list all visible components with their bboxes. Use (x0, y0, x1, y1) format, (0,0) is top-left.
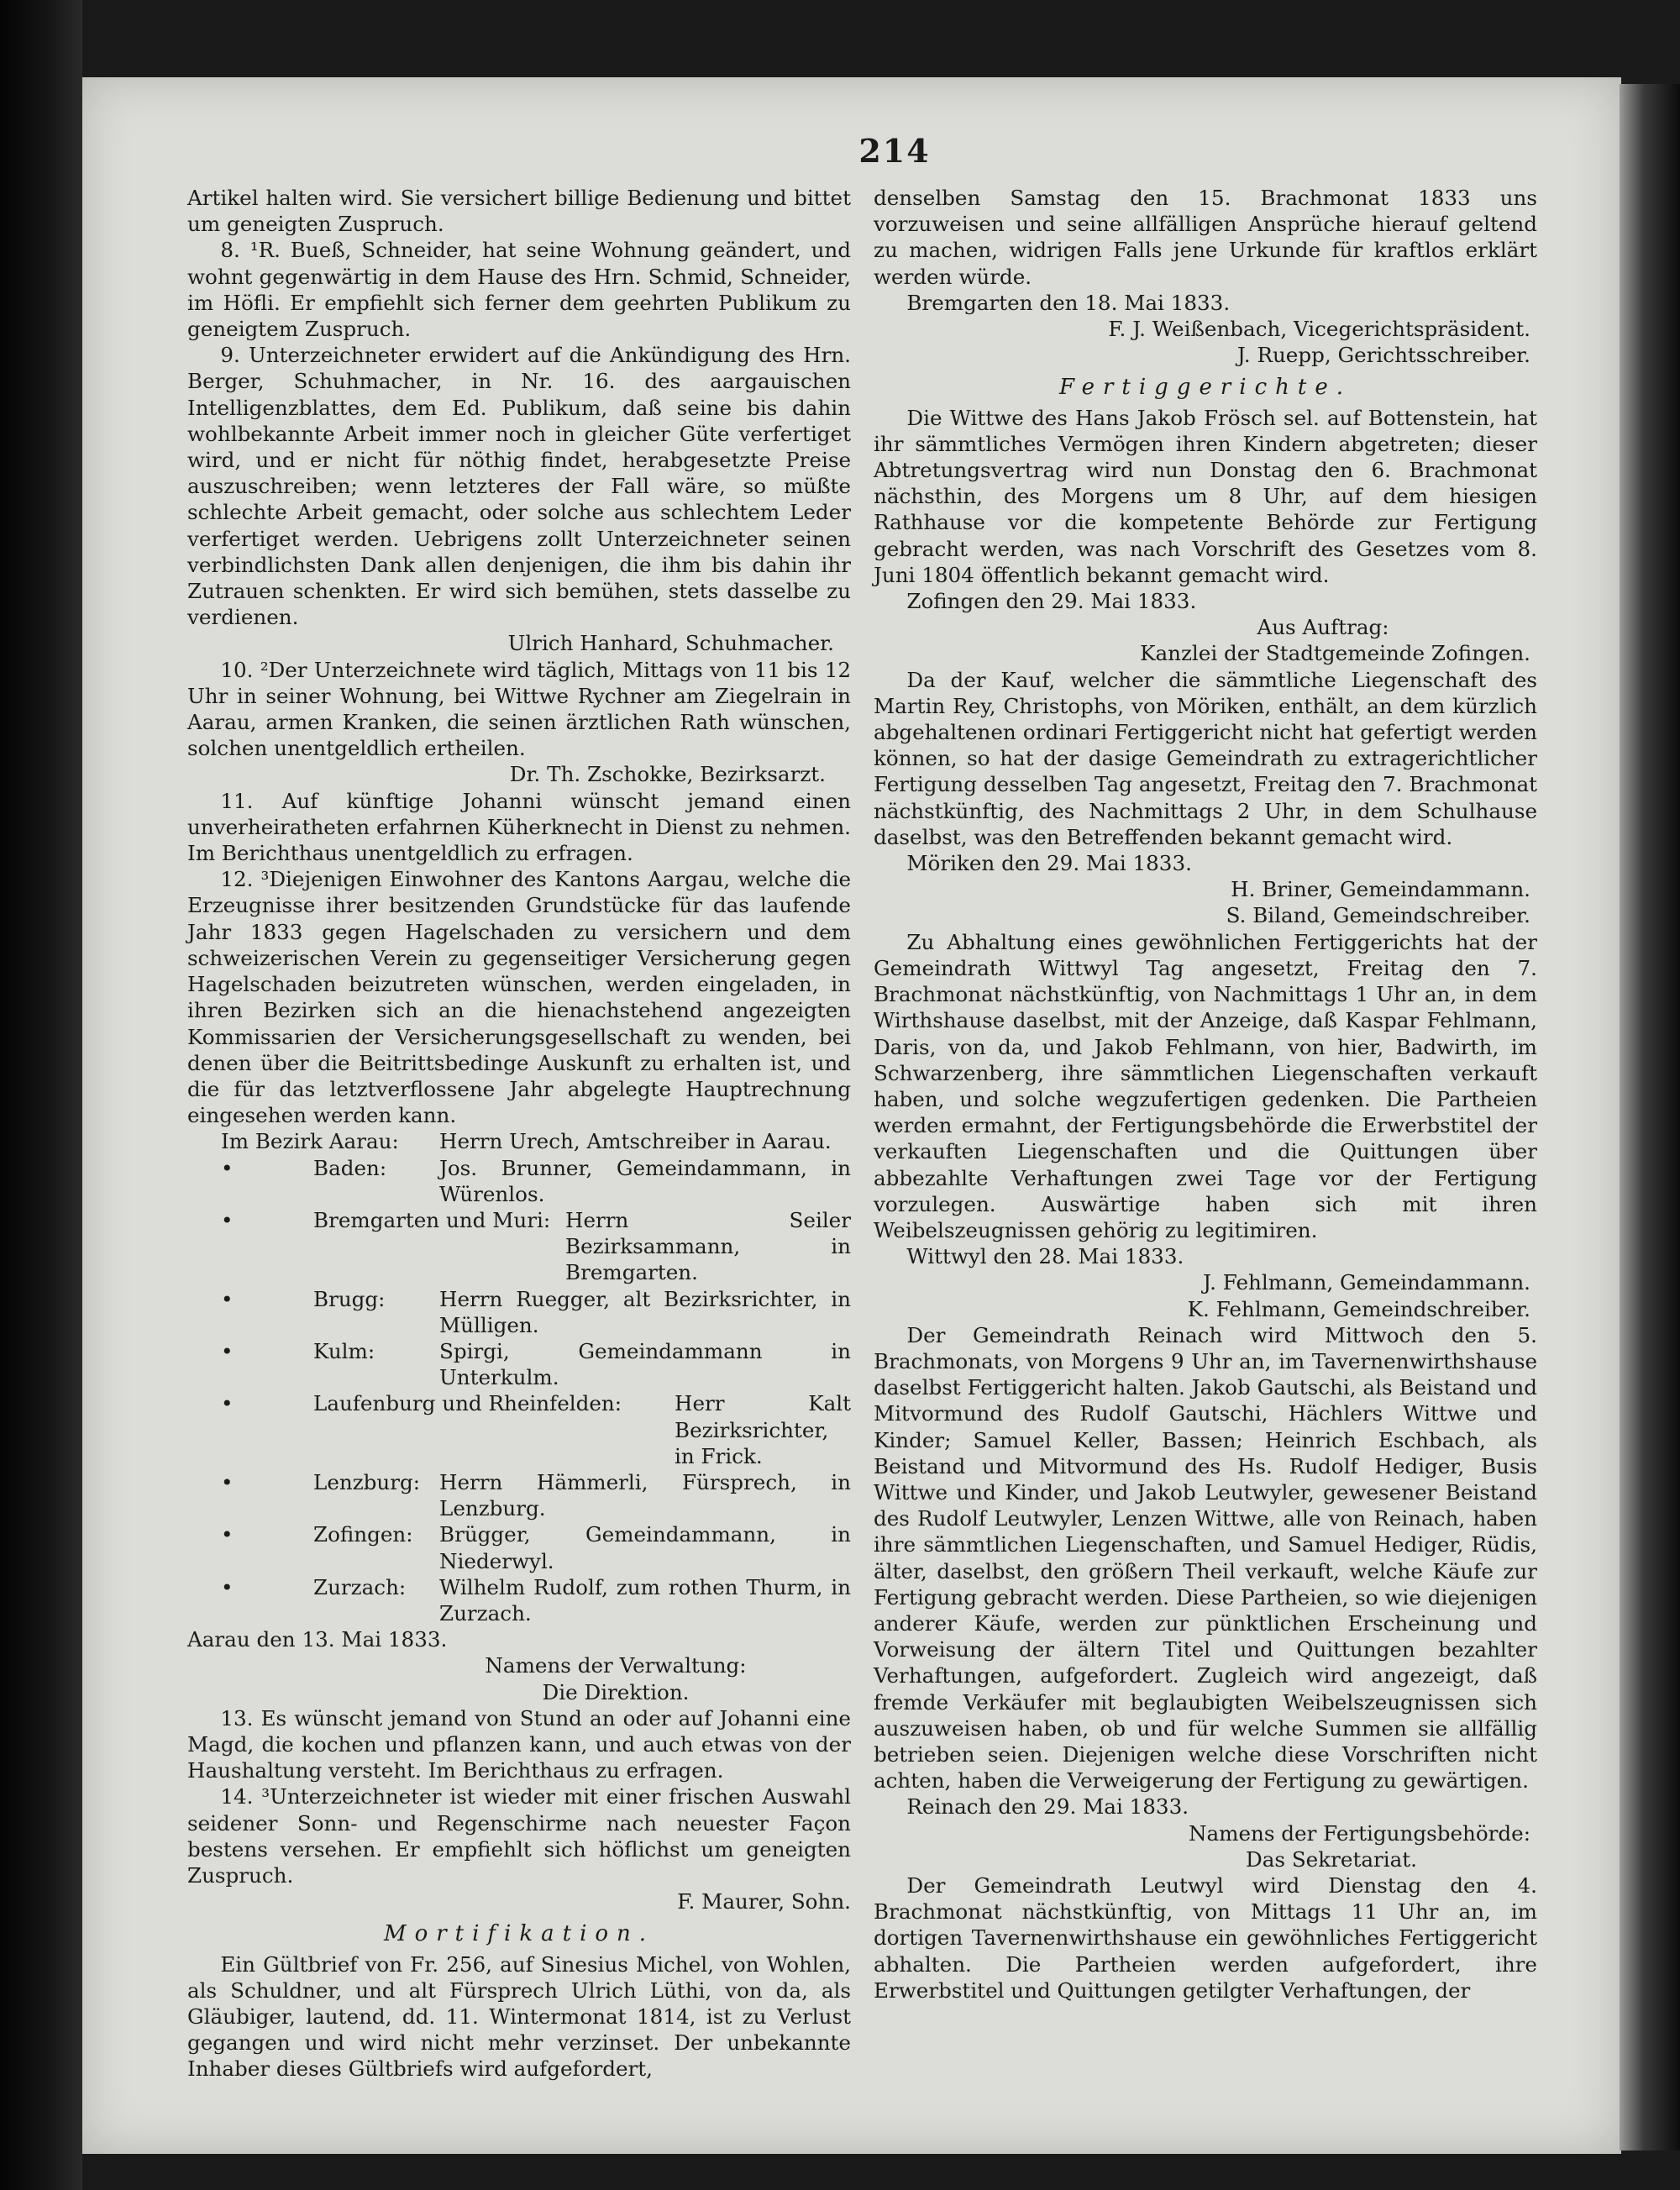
bezirk-person: Brügger, Gemeindammann, in Niederwyl. (439, 1522, 851, 1573)
fertiggericht-notice-1: Die Wittwe des Hans Jakob Frösch sel. auf Bottenstein, hat ihr sämmtliches Vermögen ihren Kindern abgetreten; dieser Abtretungsvertrag wird nun Donstag den 6. Brachmonat nächsthin, des Morgens um 8 Uhr, auf dem hiesigen Rathhause vor die kompetente Behörde zur Fertigung gebracht werden, was nach Vorschrift des Gesetzes vom 8. Juni 1804 öffentlich bekannt gemacht wird. (874, 405, 1537, 587)
bezirk-name: Im Bezirk Aarau: (221, 1129, 399, 1154)
scan-left-edge (0, 0, 82, 2190)
bezirk-row (221, 1338, 851, 1390)
section-heading-fertiggerichte: Fertiggerichte. (1058, 375, 1352, 401)
fertiggericht-2-dateline: Möriken den 29. Mai 1833. (906, 851, 1192, 876)
fertiggericht-1-signature-2: Kanzlei der Stadtgemeinde Zofingen. (1140, 641, 1530, 666)
mortifikation-dateline: Bremgarten den 18. Mai 1833. (906, 290, 1231, 315)
notice-11: 11. Auf künftige Johanni wünscht jemand einen unverheiratheten erfahrnen Küherknecht in Dienst zu nehmen. Im Berichthaus unentgeldlich zu erfragen. (187, 788, 851, 866)
fertiggericht-1-dateline: Zofingen den 29. Mai 1833. (906, 589, 1197, 614)
bezirk-row (221, 1390, 851, 1469)
notice-9: 9. Unterzeichneter erwidert auf die Ankündigung des Hrn. Berger, Schuhmacher, in Nr. 16. des aargauischen Intelligenzblattes, dem Ed. Publikum, daß seine bis dahin wohlbekannte Arbeit immer noch in gleicher Güte verfertiget wird, und er nicht für nöthig findet, herabgesetzte Preise auszuschreiben; wenn letzteres der Fall wäre, so müßte schlechte Arbeit gemacht, oder solche aus schlechtem Leder verfertiget werden. Uebrigens zollt Unterzeichneter seinen verbindlichsten Dank allen denjenigen, die ihm bis dahin ihr Zutrauen schenkten. Er wird sich bemühen, stets dasselbe zu verdienen. (187, 343, 851, 630)
section-heading-mortifikation: Mortifikation. (383, 1921, 655, 1947)
newspaper-page (82, 77, 1621, 2154)
mortifikation-signature-1: F. J. Weißenbach, Vicegerichtspräsident. (1108, 317, 1530, 342)
bezirk-row (221, 1574, 851, 1626)
fertiggericht-3-signature-2: K. Fehlmann, Gemeindschreiber. (1187, 1296, 1530, 1321)
bezirk-person: Herrn Seiler Bezirksammann, in Bremgarten. (565, 1207, 851, 1285)
bezirk-name: • Brugg: (221, 1286, 386, 1311)
scan-right-edge (1620, 84, 1680, 2151)
bezirk-name: • Baden: (221, 1155, 387, 1180)
bezirk-list (187, 1128, 851, 1626)
bezirk-row (221, 1128, 851, 1154)
notice-14: 14. ³Unterzeichneter ist wieder mit einer frischen Auswahl seidener Sonn- und Regenschirme nach neuester Façon bestens versehen. Er empfiehlt sich höflichst um geneigten Zuspruch. (187, 1784, 851, 1888)
mortifikation-signature-2: J. Ruepp, Gerichtsschreiber. (1236, 343, 1530, 368)
fertiggericht-3-signature-1: J. Fehlmann, Gemeindammann. (1203, 1270, 1530, 1295)
right-column (874, 185, 1537, 2004)
bezirk-person: Herrn Urech, Amtschreiber in Aarau. (439, 1129, 832, 1154)
bezirk-row (221, 1155, 851, 1207)
bezirk-person: Wilhelm Rudolf, zum rothen Thurm, in Zurzach. (439, 1574, 851, 1625)
bezirk-person: Herrn Hämmerli, Fürsprech, in Lenzburg. (439, 1469, 851, 1521)
notice-10-signature: Dr. Th. Zschokke, Bezirksarzt. (509, 762, 826, 787)
bezirk-person: Herr Kalt Bezirksrichter, in Frick. (675, 1391, 851, 1468)
notice-12-signature-line1: Namens der Verwaltung: (485, 1653, 747, 1678)
fertiggericht-4-signature-2: Das Sekretariat. (1246, 1846, 1417, 1872)
fertiggericht-2-signature-1: H. Briner, Gemeindammann. (1231, 877, 1530, 902)
notice-9-signature: Ulrich Hanhard, Schuhmacher. (507, 631, 834, 656)
bezirk-row (221, 1521, 851, 1573)
bezirk-row (221, 1207, 851, 1286)
notice-13: 13. Es wünscht jemand von Stund an oder auf Johanni eine Magd, die kochen und pflanzen kann, und auch etwas von der Haushaltung versteht. Im Berichthaus zu erfragen. (187, 1705, 851, 1783)
notice-14-signature: F. Maurer, Sohn. (677, 1889, 851, 1914)
bezirk-row (221, 1286, 851, 1338)
bezirk-person: Jos. Brunner, Gemeindammann, in Würenlos. (439, 1155, 851, 1206)
fertiggericht-4-signature-1: Namens der Fertigungsbehörde: (1188, 1820, 1530, 1846)
fertiggericht-3-dateline: Wittwyl den 28. Mai 1833. (906, 1244, 1184, 1269)
bezirk-name: • Zofingen: (221, 1522, 413, 1547)
mortifikation-notice: Ein Gültbrief von Fr. 256, auf Sinesius Michel, von Wohlen, als Schuldner, und alt Fürsprech Ulrich Lüthi, von da, als Gläubiger, lautend, dd. 11. Wintermonat 1814, ist zu Verlust gegangen und wird nicht mehr verzinset. Der unbekannte Inhaber dieses Gültbriefs wird aufgefordert, (187, 1951, 851, 2082)
mortifikation-continuation: denselben Samstag den 15. Brachmonat 1833 uns vorzuweisen und seine allfälligen Ansprüche hierauf geltend zu machen, widrigen Falls jene Urkunde für kraftlos erklärt werden würde. (874, 186, 1537, 289)
bezirk-name: • Laufenburg und Rheinfelden: (221, 1391, 622, 1416)
bezirk-name: • Bremgarten und Muri: (221, 1207, 551, 1232)
notice-12-signature-line2: Die Direktion. (542, 1679, 690, 1704)
page-number: 214 (858, 132, 931, 170)
bezirk-row (221, 1469, 851, 1521)
fertiggericht-notice-2: Da der Kauf, welcher die sämmtliche Liegenschaft des Martin Rey, Christophs, von Möriken, enthält, an dem kürzlich abgehaltenen ordinari Fertiggericht nicht hat gefertigt werden können, so hat der dasige Gemeindrath zu extragerichtlicher Fertigung desselben Tag angesetzt, Freitag den 7. Brachmonat nächstkünftig, des Nachmittags 2 Uhr, in dem Schulhause daselbst, was den Betreffenden bekannt gemacht wird. (874, 667, 1537, 849)
fertiggericht-1-signature-1: Aus Auftrag: (1257, 615, 1389, 640)
notice-8: 8. ¹R. Bueß, Schneider, hat seine Wohnung geändert, und wohnt gegenwärtig in dem Hause des Hrn. Schmid, Schneider, im Höfli. Er empfiehlt sich ferner dem geehrten Publikum zu geneigtem Zuspruch. (187, 238, 851, 342)
fertiggericht-notice-3: Zu Abhaltung eines gewöhnlichen Fertiggerichts hat der Gemeindrath Wittwyl Tag angesetzt, Freitag den 7. Brachmonat nächstkünftig, von Nachmittags 1 Uhr an, in dem Wirthshause daselbst, mit der Anzeige, daß Kaspar Fehlmann, Daris, von da, und Jakob Fehlmann, von hier, Badwirth, im Schwarzenberg, ihre sämmtlichen Liegenschaften verkauft haben, und solche wegzufertigen gedenken. Die Partheien werden ermahnt, der Fertigungsbehörde die Erwerbstitel der verkauften Liegenschaften und die Quittungen über abbezahlte Verhaftungen zwei Tage vor der Fertigung vorzulegen. Auswärtige haben sich mit ihren Weibelszeugnissen gehörig zu legitimiren. (874, 929, 1537, 1242)
fertiggericht-notice-4: Der Gemeindrath Reinach wird Mittwoch den 5. Brachmonats, von Morgens 9 Uhr an, im Tavernenwirthshause daselbst Fertiggericht halten. Jakob Gautschi, als Beistand und Mitvormund des Rudolf Gautschi, Hächlers Wittwe und Kinder; Samuel Keller, Bassen; Heinrich Eschbach, als Beistand und Mitvormund des Hs. Rudolf Hediger, Busis Wittwe und Kinder, und Jakob Leutwyler, gewesener Beistand des Rudolf Leutwyler, Lenzen Wittwe, alle von Reinach, haben ihre sämmtlichen Liegenschaften, und Samuel Hediger, Rüdis, älter, daselbst, den größern Theil verkauft, welche Käufe zur Fertigung gebracht werden. Diese Partheien, so wie diejenigen anderer Käufe, werden zur pünktlichen Erscheinung und Vorweisung der ältern Titel und Quittungen bezahlter Verhaftungen, aufgefordert. Zugleich wird angezeigt, daß fremde Verkäufer mit beglaubigten Weibelszeugnissen sich auszuweisen haben, ob und für welche Summen sie allfällig betrieben seien. Diejenigen welche diese Vorschriften nicht achten, haben die Verweigerung der Fertigung zu gewärtigen. (874, 1322, 1537, 1793)
bezirk-person: Spirgi, Gemeindammann in Unterkulm. (439, 1338, 851, 1390)
notice-12: 12. ³Diejenigen Einwohner des Kantons Aargau, welche die Erzeugnisse ihrer besitzenden Grundstücke für das laufende Jahr 1833 gegen Hagelschaden zu versichern und dem schweizerischen Verein zu gegenseitiger Versicherung gegen Hagelschaden beizutreten wünschen, werden eingeladen, in ihren Bezirken sich an die hienachstehend angezeigten Kommissarien der Versicherungsgesellschaft zu wenden, bei denen über die Beitrittsbedinge Auskunft zu erhalten ist, und die für das letztverflossene Jahr abgelegte Hauptrechnung eingesehen werden kann. (187, 867, 851, 1128)
notice-10: 10. ²Der Unterzeichnete wird täglich, Mittags von 11 bis 12 Uhr in seiner Wohnung, bei Wittwe Rychner am Ziegelrain in Aarau, armen Kranken, die seinen ärztlichen Rath wünschen, solchen unentgeldlich ertheilen. (187, 657, 851, 761)
bezirk-name: • Lenzburg: (221, 1469, 421, 1494)
left-column (187, 185, 851, 2082)
notice-12-dateline: Aarau den 13. Mai 1833. (187, 1627, 448, 1652)
bezirk-name: • Kulm: (221, 1338, 375, 1363)
fertiggericht-2-signature-2: S. Biland, Gemeindschreiber. (1226, 903, 1530, 928)
bezirk-person: Herrn Ruegger, alt Bezirksrichter, in Mülligen. (439, 1286, 851, 1337)
bezirk-name: • Zurzach: (221, 1574, 407, 1599)
fertiggericht-notice-5: Der Gemeindrath Leutwyl wird Dienstag den 4. Brachmonat nächstkünftig, von Mittags 11 Uhr an, im dortigen Tavernenwirthshause ein gewöhnliches Fertiggericht abhalten. Die Partheien werden aufgefordert, ihre Erwerbstitel und Quittungen getilgter Verhaftungen, der (874, 1873, 1537, 2003)
fertiggericht-4-dateline: Reinach den 29. Mai 1833. (906, 1794, 1189, 1820)
notice-intro-continuation: Artikel halten wird. Sie versichert billige Bedienung und bittet um geneigten Zuspruch. (187, 186, 851, 237)
